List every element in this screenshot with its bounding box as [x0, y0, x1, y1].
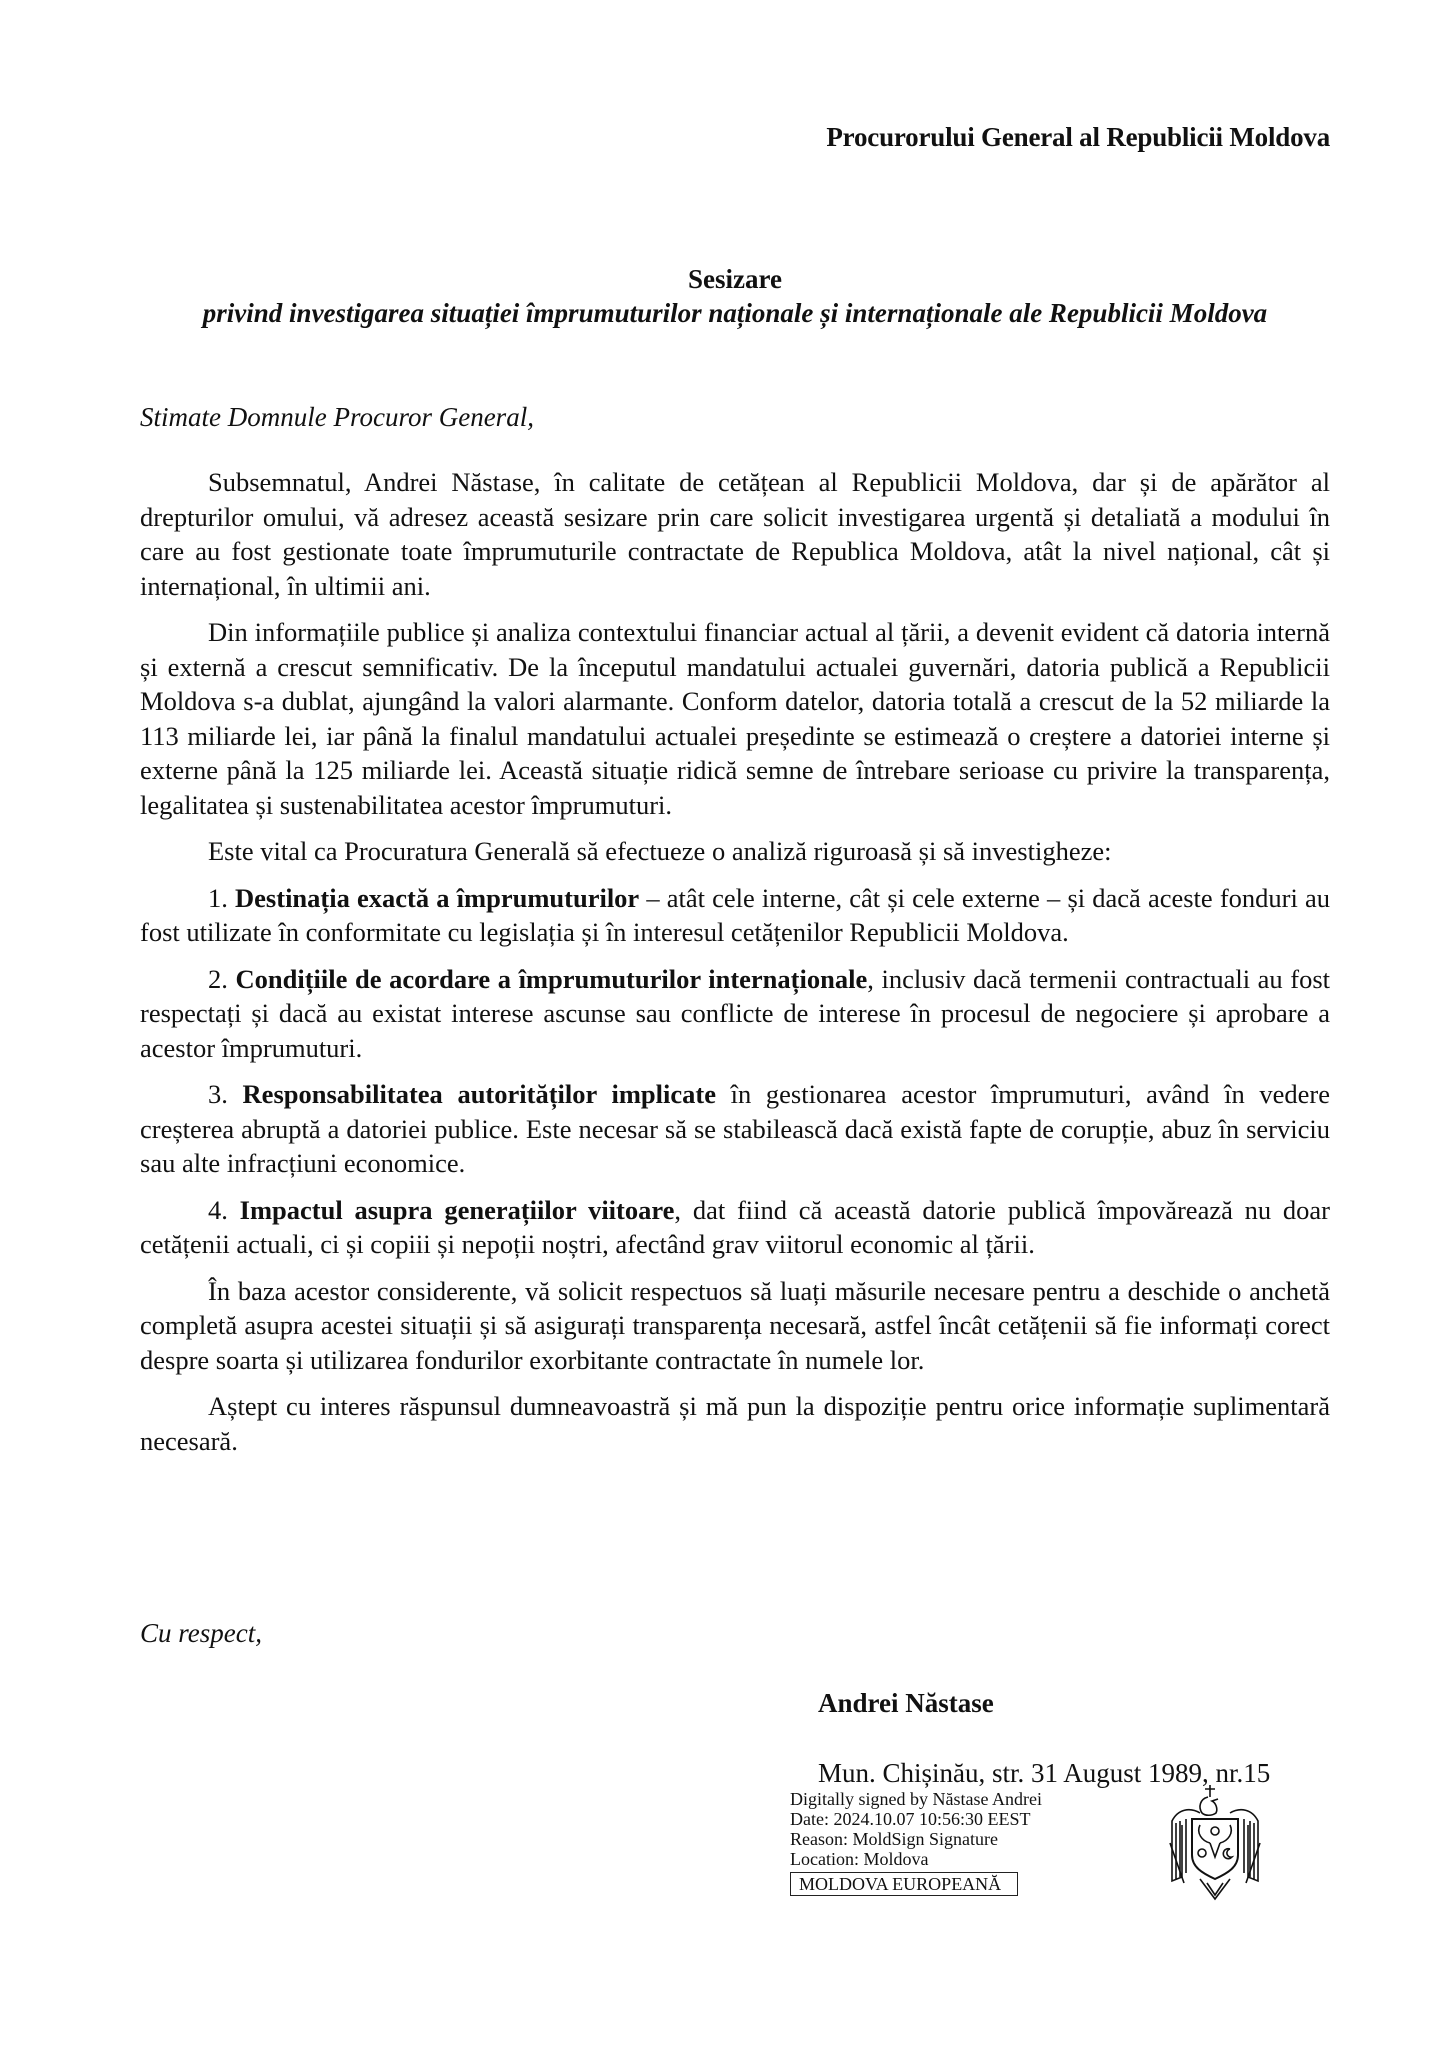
document-title-block [140, 262, 1330, 330]
document-title: Sesizare [688, 264, 782, 294]
signer-address: Mun. Chișinău, str. 31 August 1989, nr.15 [818, 1758, 1271, 1788]
signature-location: Location: Moldova [790, 1849, 929, 1869]
list-item-text: , dat fiind că această datorie publică împovărează nu doar cetățenii actuali, ci și copiii și nepoții noștri, afectând grav viitorul economic al țării. [140, 1194, 1330, 1259]
letter-body [140, 465, 1330, 1470]
closing-phrase: Cu respect, [140, 1618, 262, 1648]
list-item-number: 3. [208, 1079, 228, 1109]
list-item-heading: Impactul asupra generațiilor viitoare [239, 1194, 675, 1225]
list-item-text: în gestionarea acestor împrumuturi, având în vedere creșterea abruptă a datoriei publice. Este necesar să se stabilească dacă există fapte de corupție, abuz în serviciu sau alte infracțiuni economice. [140, 1079, 1330, 1178]
paragraph-context: Din informațiile publice și analiza contextului financiar actual al țării, a devenit evident că datoria internă și externă a crescut semnificativ. De la începutul mandatului actualei guvernări, datoria publică a Republicii Moldova s-a dublat, ajungând la valori alarmante. Conform datelor, datoria totală a crescut de la 52 miliarde la 113 miliarde lei, iar până la finalul mandatului actualei președinte se estimează o creștere a datoriei interne și externe până la 125 miliarde lei. Această situație ridică semne de întrebare serioase cu privire la transparența, legalitatea și sustenabilitatea acestor împrumuturi. [140, 617, 1330, 820]
paragraph-request-lead: Este vital ca Procuratura Generală să efectueze o analiză riguroasă și să investigheze: [208, 836, 1112, 866]
moldova-coat-of-arms-icon [1160, 1783, 1270, 1901]
list-item-number: 1. [208, 882, 228, 913]
list-item-text: , inclusiv dacă termenii contractuali au fost respectați și dacă au existat interese ascunse sau conflicte de interese în procesul de negociere și aprobare a acestor împrumuturi. [140, 963, 1331, 1063]
signature-stamp: MOLDOVA EUROPEANĂ [790, 1872, 1018, 1896]
list-item-number: 2. [208, 963, 228, 994]
list-item-number: 4. [208, 1194, 228, 1225]
paragraph-intro: Subsemnatul, Andrei Năstase, în calitate de cetățean al Republicii Moldova, dar și de apărător al drepturilor omului, vă adresez această sesizare prin care solicit investigarea urgentă și detaliată a modului în care au fost gestionate toate împrumuturile contractate de Republica Moldova, atât la nivel național, cât și internațional, în ultimii ani. [140, 467, 1330, 601]
signature-signed-by: Digitally signed by Năstase Andrei [790, 1789, 1042, 1809]
salutation: Stimate Domnule Procuror General, [140, 402, 534, 432]
paragraph-request: În baza acestor considerente, vă solicit respectuos să luați măsurile necesare pentru a deschide o anchetă completă asupra acestei situații și să asigurați transparența necesară, astfel încât cetățenii să fie informați corect despre soarta și utilizarea fondurilor exorbitante contractate în numele lor. [140, 1275, 1330, 1375]
signature-reason: Reason: MoldSign Signature [790, 1829, 998, 1849]
recipient-heading: Procurorului General al Republicii Moldova [826, 122, 1330, 152]
signature-date: Date: 2024.10.07 10:56:30 EEST [790, 1809, 1031, 1829]
list-item-heading: Condițiile de acordare a împrumuturilor internaționale [235, 963, 868, 994]
document-subtitle: privind investigarea situației împrumuturilor naționale și internaționale ale Republicii Moldova [202, 298, 1268, 328]
signer-name: Andrei Năstase [818, 1688, 994, 1718]
list-item-heading: Destinația exactă a împrumuturilor [235, 882, 640, 913]
list-item [140, 1193, 1330, 1262]
list-item-text: – atât cele interne, cât și cele externe – și dacă aceste fonduri au fost utilizate în conformitate cu legislația și în interesul cetățenilor Republicii Moldova. [140, 882, 1330, 947]
list-item-heading: Responsabilitatea autorităților implicate [242, 1079, 716, 1109]
list-item [140, 1077, 1330, 1181]
paragraph-thanks: Aștept cu interes răspunsul dumneavoastră și mă pun la dispoziție pentru orice informație suplimentară necesară. [140, 1391, 1330, 1456]
list-item [140, 881, 1330, 950]
list-item [140, 962, 1330, 1066]
